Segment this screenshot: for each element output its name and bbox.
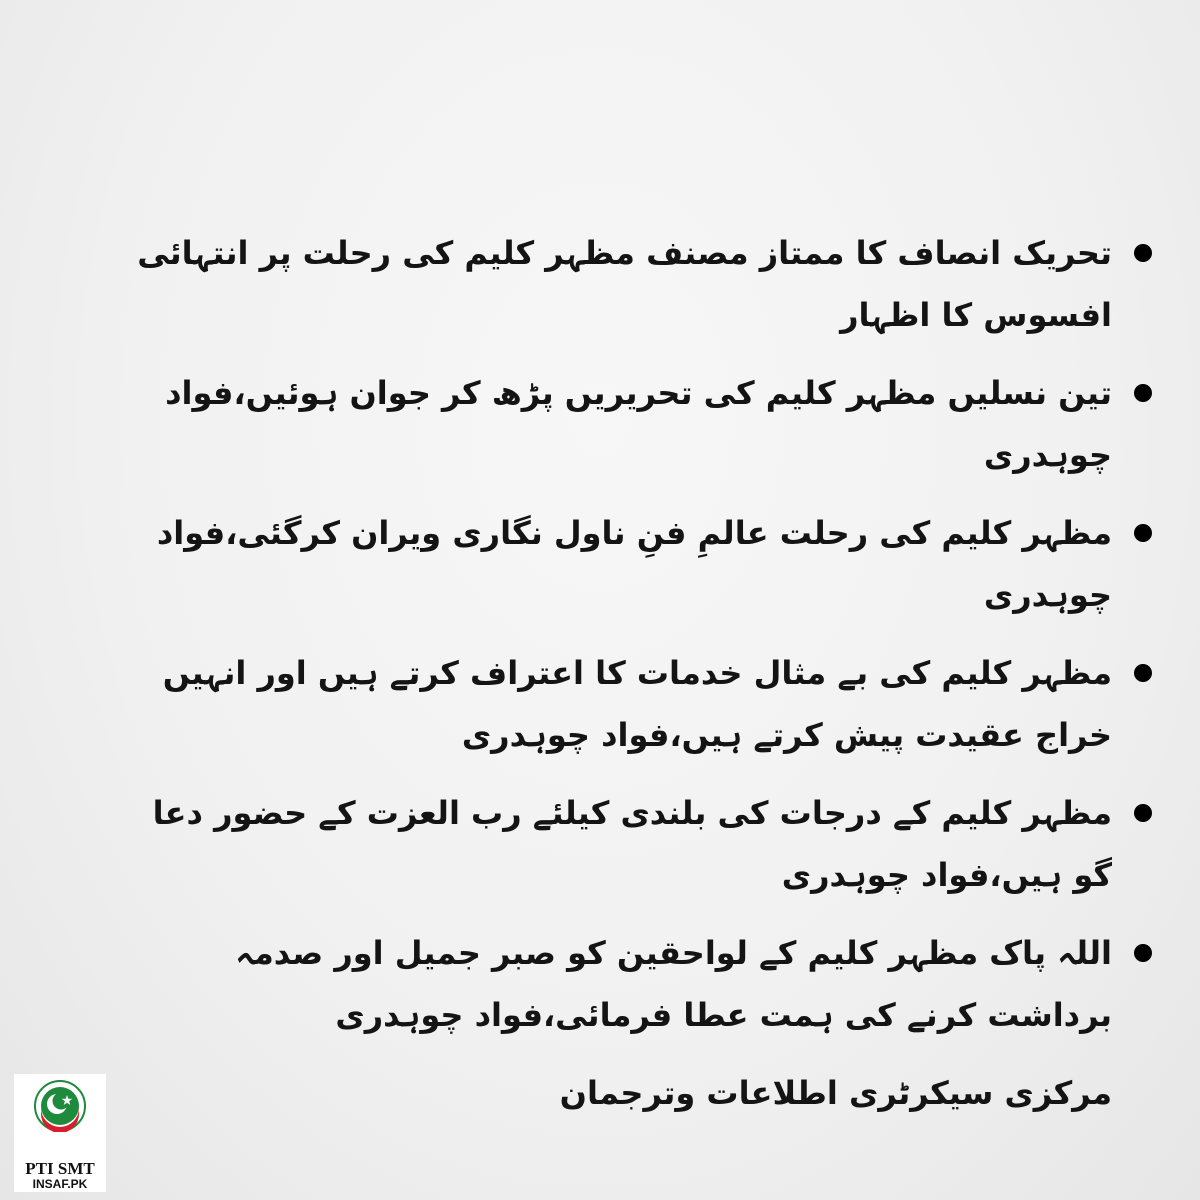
bullet-item [110,922,1170,1046]
bullet-item [110,222,1170,346]
bullet-text: تین نسلیں مظہر کلیم کی تحریریں پڑھ کر جوان ہوئیں،فواد چوہدری [165,374,1112,474]
bullet-dot-icon [1134,944,1152,962]
bullet-dot-icon [1134,244,1152,262]
closing-designation: مرکزی سیکرٹری اطلاعات وترجمان [559,1074,1112,1112]
bullet-item [110,782,1170,906]
bullet-dot-icon [1134,664,1152,682]
bullet-text: تحریک انصاف کا ممتاز مصنف مظہر کلیم کی رحلت پر انتہائی افسوس کا اظہار [137,234,1112,334]
logo-secondary-text: INSAF.PK [32,1177,88,1191]
bullet-text: مظہر کلیم کی بے مثال خدمات کا اعتراف کرتے ہیں اور انہیں خراج عقیدت پیش کرتے ہیں،فواد چوہدری [162,654,1112,754]
pti-crescent-logo-icon [34,1080,86,1132]
bullet-dot-icon [1134,384,1152,402]
pti-smt-logo [14,1074,106,1192]
bullet-dot-icon [1134,524,1152,542]
bullet-item [110,502,1170,626]
logo-primary-text: PTI SMT [25,1159,95,1178]
bullet-dot-icon [1134,804,1152,822]
bullet-text: مظہر کلیم کے درجات کی بلندی کیلئے رب العزت کے حضور دعا گو ہیں،فواد چوہدری [152,794,1112,894]
bullet-list [110,222,1170,1046]
bullet-text: اللہ پاک مظہر کلیم کے لواحقین کو صبر جمیل اور صدمہ برداشت کرنے کی ہمت عطا فرمائی،فواد چوہدری [235,934,1112,1034]
bullet-item [110,642,1170,766]
statement-block [110,222,1170,1124]
bullet-text: مظہر کلیم کی رحلت عالمِ فنِ ناول نگاری ویران کرگئی،فواد چوہدری [156,514,1112,614]
bullet-item [110,362,1170,486]
